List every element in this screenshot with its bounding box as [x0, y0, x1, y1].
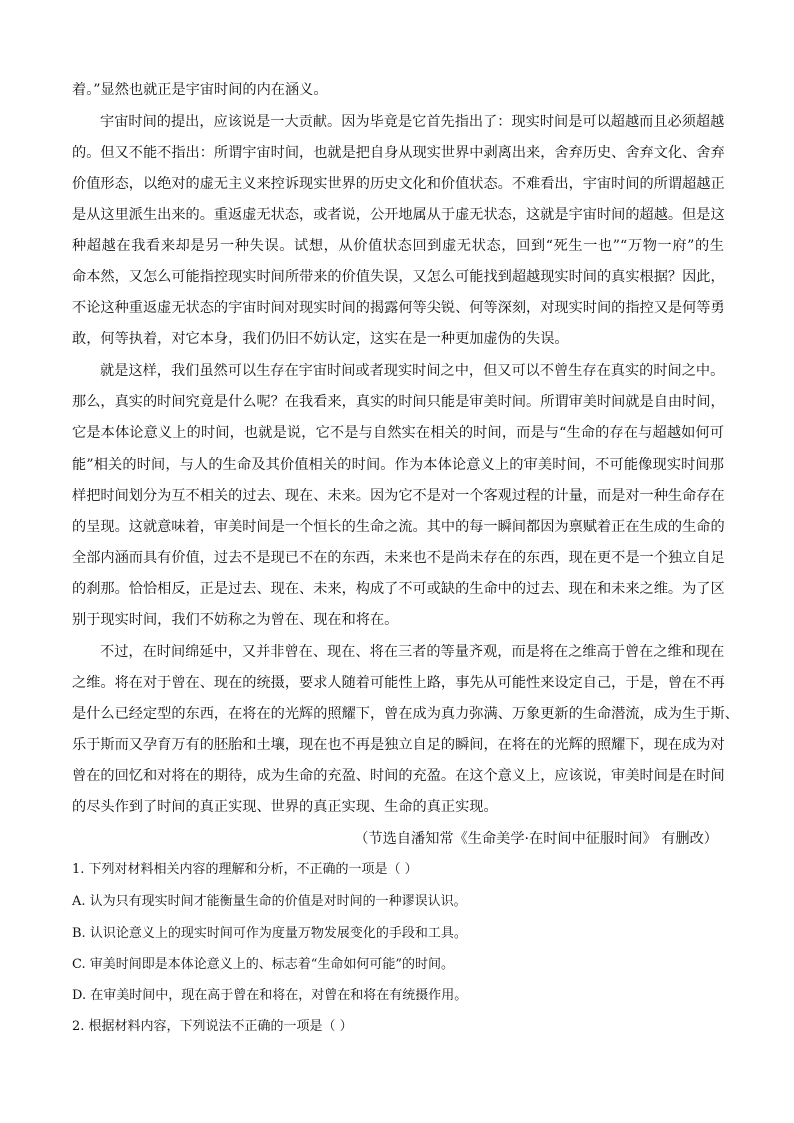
text-line: 别于现实时间，我们不妨称之为曾在、现在和将在。 — [72, 612, 399, 628]
text-line: 的刹那。恰恰相反，正是过去、现在、未来，构成了不可或缺的生命中的过去、现在和未来之维。为了区 — [72, 581, 725, 597]
text-line: 价值形态，以绝对的虚无主义来控诉现实世界的历史文化和价值状态。不难看出，宇宙时间的所谓超越正 — [72, 176, 725, 192]
text-line: 不过，在时间绵延中，又并非曾在、现在、将在三者的等量齐观，而是将在之维高于曾在之维和现在 — [100, 644, 725, 660]
question-2-stem: 2. 根据材料内容，下列说法不正确的一项是（ ） — [72, 1019, 353, 1034]
text-line: 曾在的回忆和对将在的期待，成为生命的充盈、时间的充盈。在这个意义上，应该说，审美时间是在时间 — [72, 768, 725, 784]
question-1-option-c: C. 审美时间即是本体论意义上的、标志着“生命如何可能”的时间。 — [72, 957, 455, 972]
question-1-option-d: D. 在审美时间中，现在高于曾在和将在，对曾在和将在有统摄作用。 — [72, 988, 468, 1003]
text-line: 着。”显然也就正是宇宙时间的内在涵义。 — [72, 82, 328, 98]
text-line: 它是本体论意义上的时间，也就是说，它不是与自然实在相关的时间，而是与“生命的存在与超越如何可 — [72, 425, 724, 441]
text-line: 不论这种重返虚无状态的宇宙时间对现实时间的揭露何等尖锐、何等深刻，对现实时间的指控又是何等勇 — [72, 300, 725, 316]
text-line: 种超越在我看来却是另一种失误。试想，从价值状态回到虚无状态，回到“死生一也”“万物一府”的生 — [72, 238, 724, 254]
text-line: 样把时间划分为互不相关的过去、现在、未来。因为它不是对一个客观过程的计量，而是对一种生命存在 — [72, 488, 725, 504]
question-1-option-b: B. 认识论意义上的现实时间可作为度量万物发展变化的手段和工具。 — [72, 926, 467, 941]
text-line: 乐于斯而又孕育万有的胚胎和土壤，现在也不再是独立自足的瞬间，在将在的光辉的照耀下，现在成为对 — [72, 737, 725, 753]
question-1-option-a: A. 认为只有现实时间才能衡量生命的价值是对时间的一种谬误认识。 — [72, 894, 467, 909]
text-line: 是什么已经定型的东西，在将在的光辉的照耀下，曾在成为真力弥满、万象更新的生命潜流，成为生于斯、 — [72, 706, 739, 722]
text-line: 全部内涵而具有价值，过去不是现已不在的东西，未来也不是尚未存在的东西，现在更不是一个独立自足 — [72, 550, 725, 566]
text-line: 敢，何等执着，对它本身，我们仍旧不妨认定，这实在是一种更加虚伪的失误。 — [72, 331, 569, 347]
text-line: 就是这样，我们虽然可以生存在宇宙时间或者现实时间之中，但又可以不曾生存在真实的时间之中。 — [100, 363, 725, 379]
text-line: 之维。将在对于曾在、现在的统摄，要求人随着可能性上路，事先从可能性来设定自己，于是，曾在不再 — [72, 675, 725, 691]
question-1-stem: 1. 下列对材料相关内容的理解和分析，不正确的一项是（ ） — [72, 862, 418, 877]
text-line: 的。但又不能不指出：所谓宇宙时间，也就是把自身从现实世界中剥离出来，舍弃历史、舍弃文化、舍弃 — [72, 145, 725, 161]
text-line: 那么，真实的时间究竟是什么呢？在我看来，真实的时间只能是审美时间。所谓审美时间就是自由时间， — [72, 394, 725, 410]
source-note: （节选自潘知常《生命美学·在时间中征服时间》 有删改） — [354, 831, 718, 847]
text-line: 宇宙时间的提出，应该说是一大贡献。因为毕竟是它首先指出了：现实时间是可以超越而且必须超越 — [100, 114, 725, 130]
text-line: 能”相关的时间，与人的生命及其价值相关的时间。作为本体论意义上的审美时间，不可能像现实时间那 — [72, 457, 724, 473]
text-line: 的尽头作到了时间的真正实现、世界的真正实现、生命的真正实现。 — [72, 799, 498, 815]
text-line: 的呈现。这就意味着，审美时间是一个恒长的生命之流。其中的每一瞬间都因为禀赋着正在生成的生命的 — [72, 519, 725, 535]
text-line: 命本然，又怎么可能指控现实时间所带来的价值失误，又怎么可能找到超越现实时间的真实根据？因此， — [72, 269, 725, 285]
text-line: 是从这里派生出来的。重返虚无状态，或者说，公开地属从于虚无状态，这就是宇宙时间的超越。但是这 — [72, 207, 725, 223]
